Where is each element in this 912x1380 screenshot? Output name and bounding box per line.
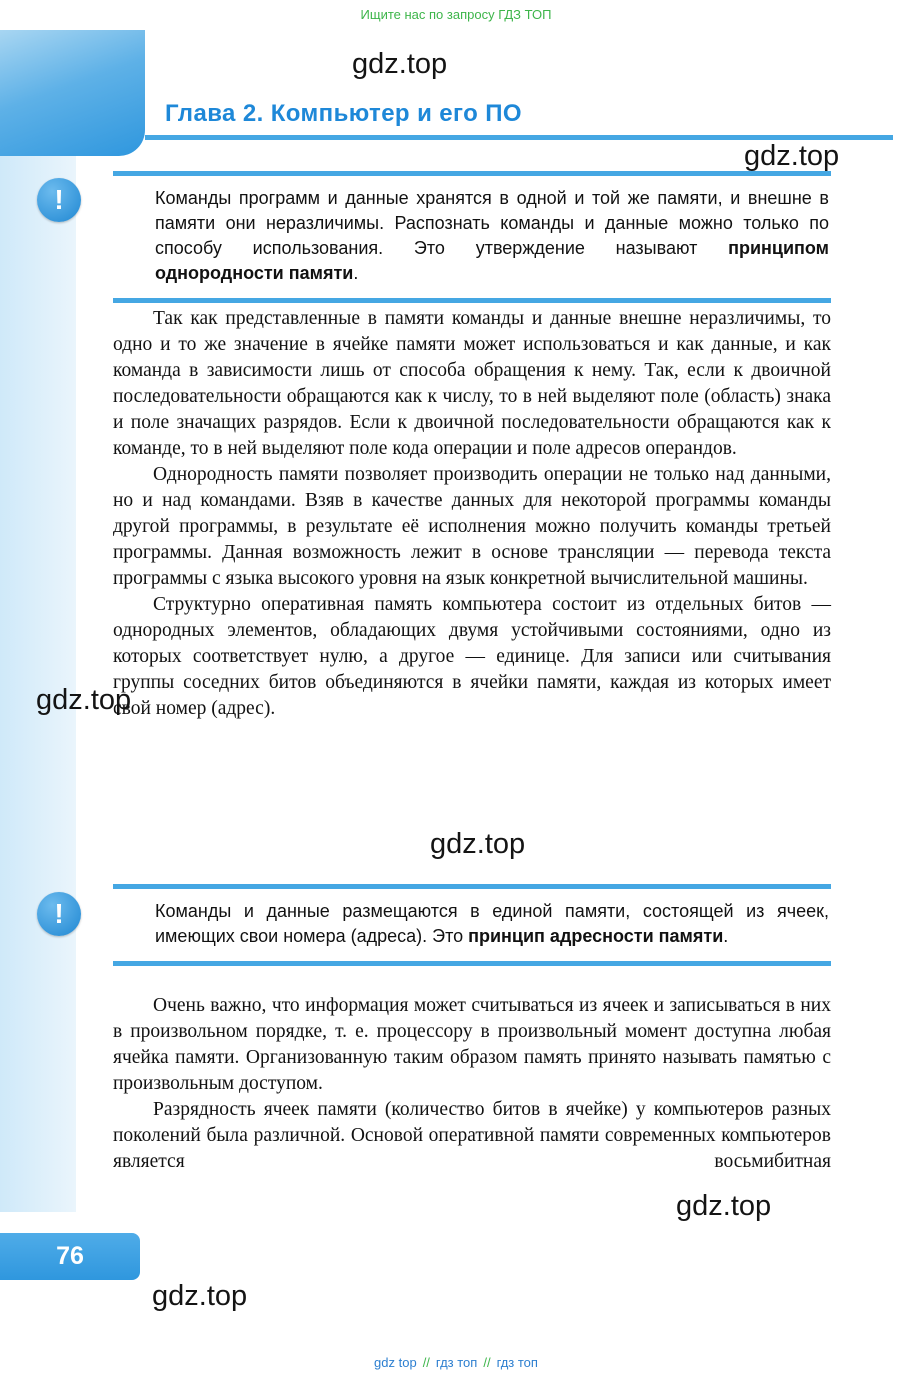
top-search-note: Ищите нас по запросу ГДЗ ТОП	[360, 7, 552, 22]
footer-separator: //	[422, 1355, 430, 1370]
callout-tail: .	[353, 263, 359, 283]
paragraph: Очень важно, что информация может считываться из ячеек и записываться в них в произвольном порядке, т. е. процессору в произвольный момент доступна любая ячейка памяти. Организованную таким образом память принято называть памятью с произвольным доступом.	[113, 995, 831, 1094]
footer-link-2[interactable]: гдз топ	[435, 1355, 478, 1370]
body-text-block-2	[113, 993, 831, 1175]
callout-text: Команды и данные размещаются в единой памяти, состоящей из ячеек, имеющих свои номера (адреса). Это	[155, 901, 829, 946]
footer-link-1[interactable]: gdz top	[374, 1355, 417, 1370]
callout-bold-term: принципом однородности памяти	[155, 238, 829, 283]
footer-separator: //	[483, 1355, 491, 1370]
paragraph: Структурно оперативная память компьютера состоит из отдельных битов — однородных элементов, обладающих двумя устойчивыми состояниями, одно из которых соответствует нулю, а другое — единице. Для записи или считывания группы соседних битов объединяются в ячейки памяти, каждая из которых имеет свой номер (адрес).	[113, 594, 831, 719]
watermark: gdz.top	[430, 828, 526, 860]
page-number: 76	[56, 1242, 84, 1270]
title-divider	[145, 135, 893, 140]
chapter-title: Глава 2. Компьютер и его ПО	[165, 100, 522, 127]
watermark: gdz.top	[352, 48, 448, 80]
footer-link-3[interactable]: гдз топ	[496, 1355, 538, 1370]
watermark: gdz.top	[744, 140, 840, 172]
paragraph: Однородность памяти позволяет производить операции не только над данными, но и над командами. Взяв в качестве данных для некоторой программы команды другой программы, в результате её исполнения можно получить команды третьей программы. Данная возможность лежит в основе трансляции — перевода текста программы с языка высокого уровня на язык конкретной вычислительной машины.	[113, 464, 831, 589]
footer-links	[0, 1355, 912, 1370]
watermark: gdz.top	[36, 684, 132, 716]
watermark: gdz.top	[676, 1190, 772, 1222]
callout-bold-term: принцип адресности памяти	[468, 926, 724, 946]
page-number-badge	[0, 1233, 140, 1280]
memory-addressing-callout	[113, 884, 831, 966]
callout-tail: .	[723, 926, 729, 946]
corner-decoration	[0, 30, 145, 156]
exclamation-icon: !	[37, 178, 81, 222]
memory-homogeneity-callout	[113, 171, 831, 303]
exclamation-icon: !	[37, 892, 81, 936]
callout-text: Команды программ и данные хранятся в одной и той же памяти, и внешне в памяти они неразличимы. Распознать команды и данные можно только по способу использования. Это утверждение называют	[155, 188, 829, 258]
watermark: gdz.top	[152, 1280, 248, 1312]
paragraph: Разрядность ячеек памяти (количество битов в ячейке) у компьютеров разных поколений была различной. Основой оперативной памяти современных компьютеров является восьмибитная	[113, 1099, 831, 1172]
paragraph: Так как представленные в памяти команды и данные внешне неразличимы, то одно и то же значение в ячейке памяти может использоваться и как данные, и как команда в зависимости лишь от способа обращения к нему. Так, если к двоичной последовательности обращаются как к числу, то в ней выделяют поле (область) знака и поле значащих разрядов. Если к двоичной последовательности обращаются как к команде, то в ней выделяют поле кода операции и поле адресов операндов.	[113, 308, 831, 459]
body-text-block-1	[113, 306, 831, 722]
